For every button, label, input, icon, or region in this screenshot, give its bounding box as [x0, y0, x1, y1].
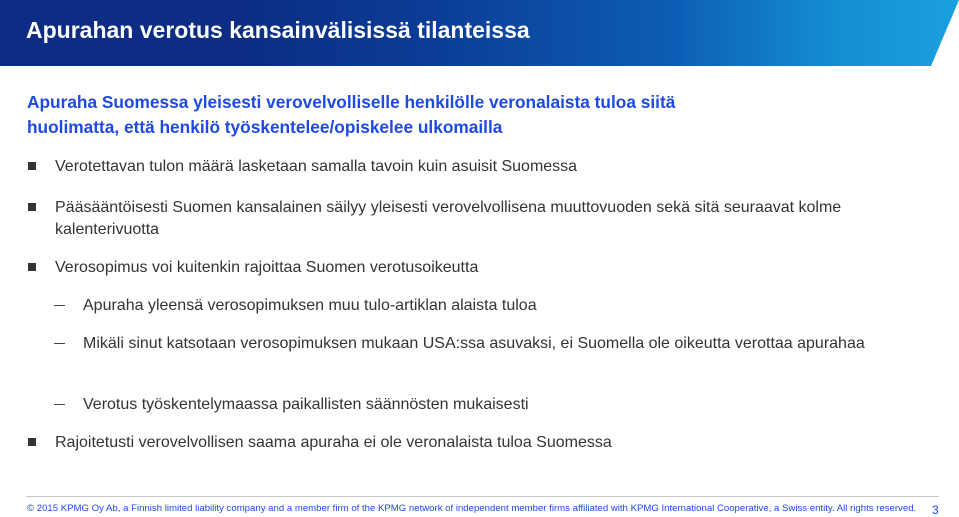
square-bullet-icon: [28, 263, 36, 271]
square-bullet-icon: [28, 203, 36, 211]
slide-subtitle: [27, 90, 927, 140]
dash-bullet-icon: [54, 343, 65, 344]
dash-bullet-icon: [54, 305, 65, 306]
list-item: Rajoitetusti verovelvollisen saama apuraha ei ole veronalaista tuloa Suomessa: [55, 434, 612, 451]
footer-divider: [26, 496, 939, 497]
list-item: Verosopimus voi kuitenkin rajoittaa Suomen verotusoikeutta: [55, 259, 479, 276]
list-item: Verotettavan tulon määrä lasketaan samalla tavoin kuin asuisit Suomessa: [55, 158, 578, 175]
square-bullet-icon: [28, 438, 36, 446]
list-item: Apuraha yleensä verosopimuksen muu tulo-artiklan alaista tuloa: [83, 297, 537, 314]
dash-bullet-icon: [54, 404, 65, 405]
slide-title: Apurahan verotus kansainvälisissä tilanteissa: [26, 17, 530, 43]
page-number: 3: [932, 503, 939, 517]
list-item: Pääsääntöisesti Suomen kansalainen säilyy yleisesti verovelvollisena muuttovuoden sekä sitä seuraavat kolme kalenterivuotta: [55, 199, 842, 238]
square-bullet-icon: [28, 162, 36, 170]
subtitle-line-2: huolimatta, että henkilö työskentelee/opiskelee ulkomailla: [27, 117, 503, 137]
list-item: Verotus työskentelymaassa paikallisten säännösten mukaisesti: [83, 396, 529, 413]
title-bar: [0, 0, 959, 66]
subtitle-line-1: Apuraha Suomessa yleisesti verovelvolliselle henkilölle veronalaista tuloa siitä: [27, 92, 676, 112]
list-item: Mikäli sinut katsotaan verosopimuksen mukaan USA:ssa asuvaksi, ei Suomella ole oikeutta verottaa apurahaa: [83, 335, 865, 352]
footer-copyright: © 2015 KPMG Oy Ab, a Finnish limited liability company and a member firm of the KPMG network of independent member firms affiliated with KPMG International Cooperative, a Swiss entity. All rights reserved.: [27, 503, 917, 514]
